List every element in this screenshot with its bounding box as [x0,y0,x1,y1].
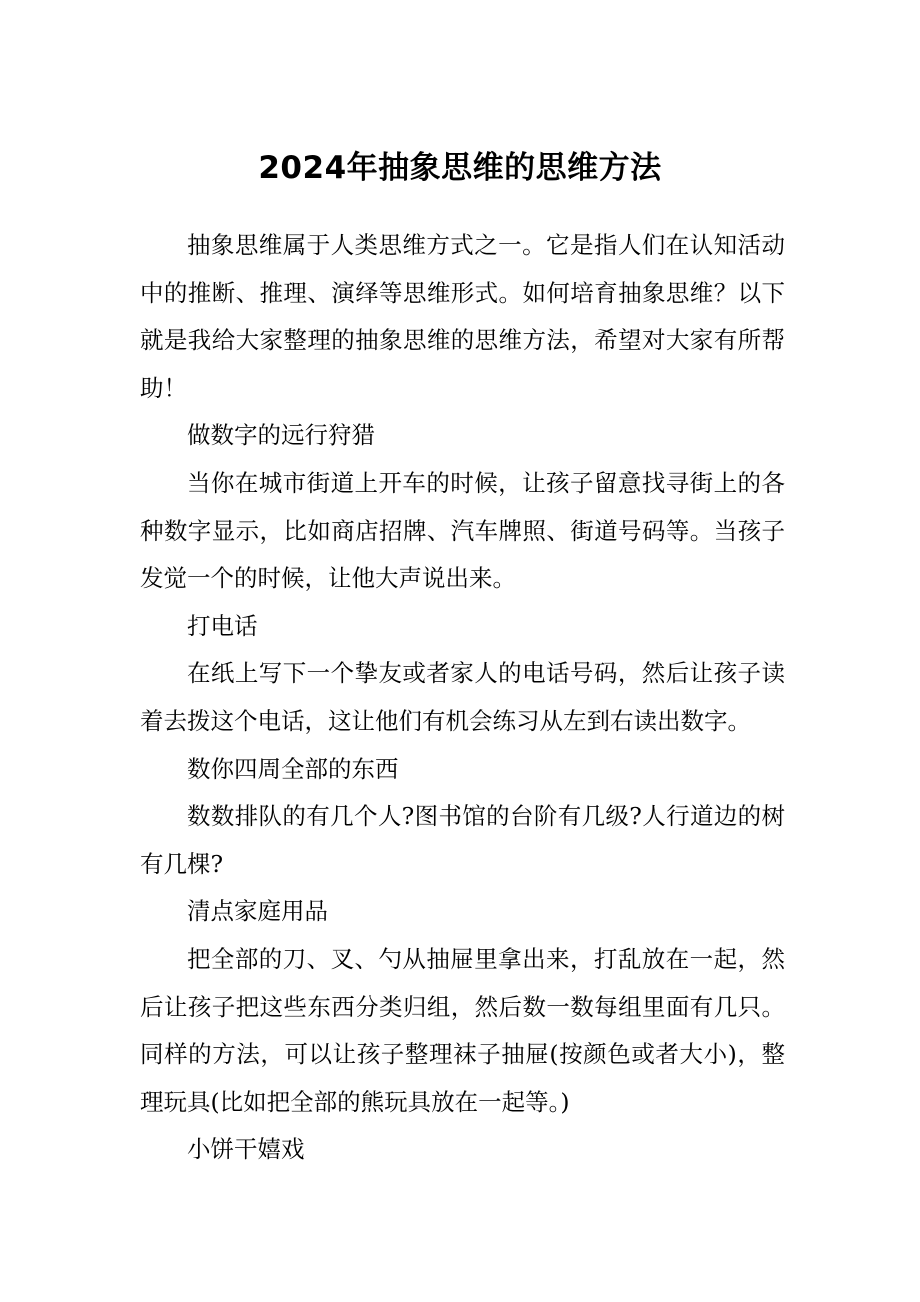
section-heading-count-things: 数你四周全部的东西 [187,754,399,783]
paragraph-number-hunt: 当你在城市街道上开车的时候，让孩子留意找寻街上的各种数字显示，比如商店招牌、汽车牌照、街道号码等。当孩子发觉一个的时候，让他大声说出来。 [140,468,785,593]
section-heading-number-hunt: 做数字的远行狩猎 [187,421,375,450]
document-body [140,222,785,1174]
section-heading-phone-call: 打电话 [187,611,258,640]
paragraph-phone-call: 在纸上写下一个挚友或者家人的电话号码，然后让孩子读着去拨这个电话，这让他们有机会练习从左到右读出数字。 [140,659,785,735]
intro-paragraph: 抽象思维属于人类思维方式之一。它是指人们在认知活动中的推断、推理、演绎等思维形式。如何培育抽象思维？以下就是我给大家整理的抽象思维的思维方法，希望对大家有所帮助！ [140,231,785,402]
section-heading-household-items: 清点家庭用品 [187,897,328,926]
section-heading-cookie-game: 小饼干嬉戏 [187,1135,305,1164]
paragraph-household-items: 把全部的刀、叉、勺从抽屉里拿出来，打乱放在一起，然后让孩子把这些东西分类归组，然后数一数每组里面有几只。同样的方法，可以让孩子整理袜子抽屉(按颜色或者大小)，整理玩具(比如把全部的熊玩具放在一起等。) [140,944,785,1116]
paragraph-count-things: 数数排队的有几个人?图书馆的台阶有几级?人行道边的树有几棵? [140,802,785,878]
document-title: 2024年抽象思维的思维方法 [258,150,662,186]
